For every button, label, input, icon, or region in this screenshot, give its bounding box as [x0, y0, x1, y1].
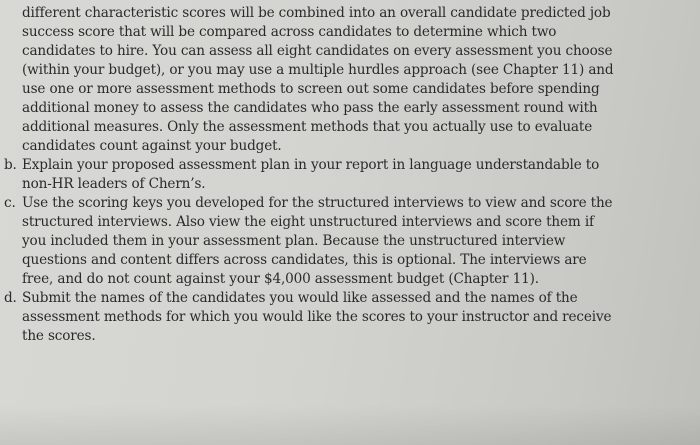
intro-line: (within your budget), or you may use a multiple hurdles approach (see Chapter 11) and — [22, 62, 614, 78]
intro-line: candidates to hire. You can assess all eight candidates on every assessment you choose — [22, 43, 613, 59]
item-marker-d: d. — [4, 290, 17, 306]
intro-line: additional measures. Only the assessment methods that you actually use to evaluate — [22, 119, 593, 135]
intro-line: success score that will be compared across candidates to determine which two — [22, 24, 557, 40]
item-c-line: structured interviews. Also view the eight unstructured interviews and score them if — [22, 214, 594, 230]
item-b-line: Explain your proposed assessment plan in your report in language understandable to — [22, 157, 600, 173]
item-c-line: Use the scoring keys you developed for the structured interviews to view and score the — [22, 195, 613, 211]
intro-line: use one or more assessment methods to screen out some candidates before spending — [22, 81, 600, 97]
item-c-line: questions and content differs across candidates, this is optional. The interviews are — [22, 252, 587, 268]
item-c-line: you included them in your assessment plan. Because the unstructured interview — [22, 233, 566, 249]
item-marker-c: c. — [4, 195, 16, 211]
item-d-line: the scores. — [22, 328, 96, 344]
intro-line: candidates count against your budget. — [22, 138, 282, 154]
item-d-line: Submit the names of the candidates you would like assessed and the names of the — [22, 290, 578, 306]
item-c-line: free, and do not count against your $4,000 assessment budget (Chapter 11). — [22, 271, 539, 287]
item-d-line: assessment methods for which you would like the scores to your instructor and receive — [22, 309, 612, 325]
item-marker-b: b. — [4, 157, 17, 173]
intro-line: additional money to assess the candidates who pass the early assessment round with — [22, 100, 598, 116]
item-b-line: non-HR leaders of Chern’s. — [22, 176, 206, 192]
intro-line: different characteristic scores will be combined into an overall candidate predicted job — [22, 5, 611, 21]
paper-shadow — [0, 405, 700, 445]
